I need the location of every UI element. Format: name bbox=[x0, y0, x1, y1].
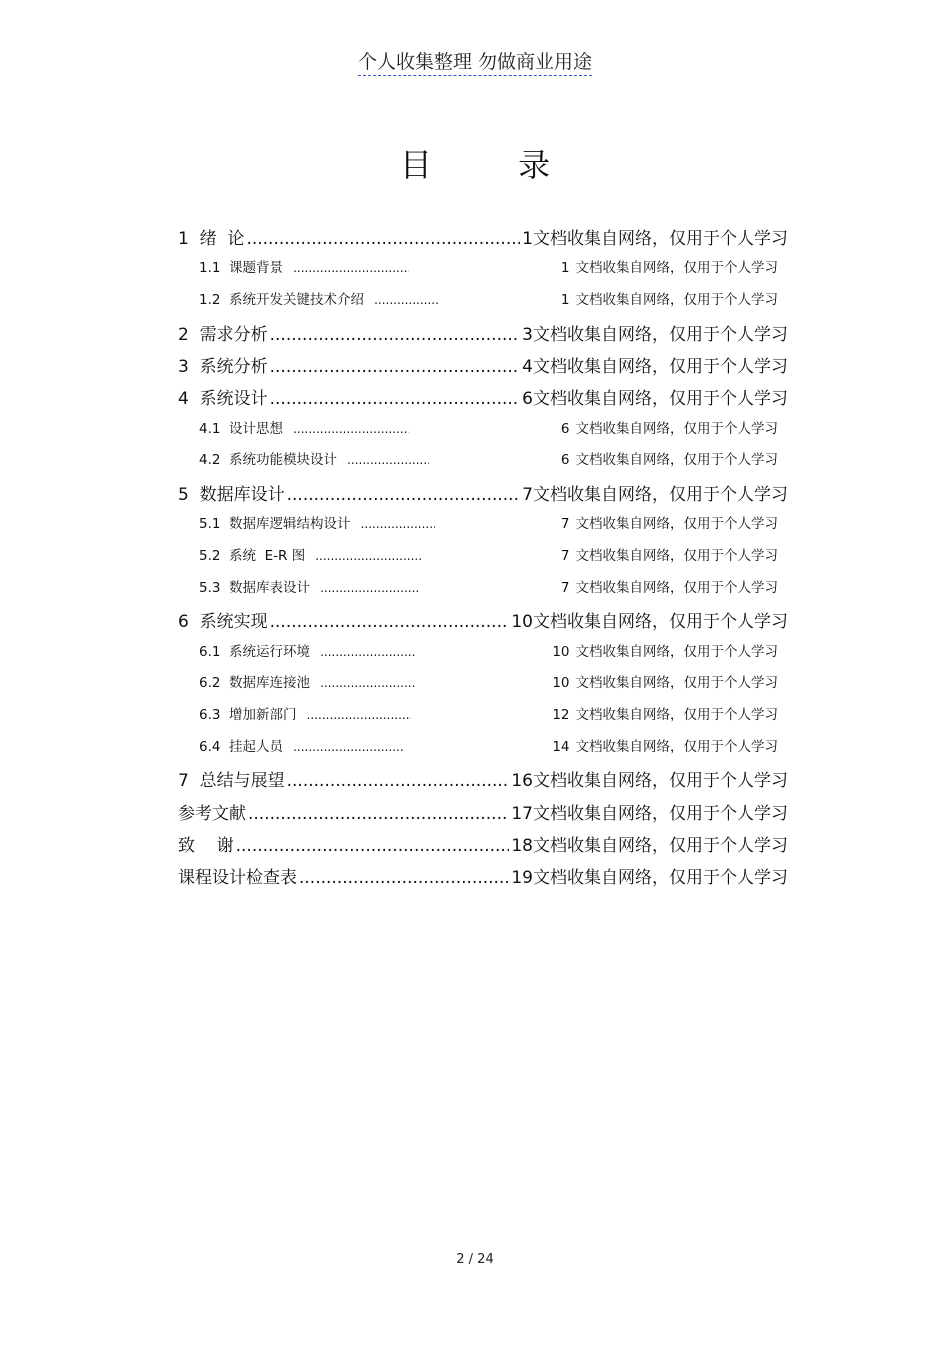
toc-entry-label: 2 需求分析 bbox=[178, 324, 268, 345]
toc-subentry-right bbox=[552, 640, 778, 660]
toc-dot-leader bbox=[307, 708, 411, 722]
toc-entry[interactable] bbox=[178, 607, 788, 639]
toc-subentry[interactable] bbox=[178, 703, 788, 735]
toc-entry-note: 文档收集自网络，仅用于个人学习 bbox=[533, 612, 788, 633]
toc-dot-leader bbox=[287, 485, 521, 505]
toc-entry-note: 文档收集自网络，仅用于个人学习 bbox=[575, 675, 778, 692]
toc-entry-note: 文档收集自网络，仅用于个人学习 bbox=[575, 291, 778, 308]
toc-dot-leader bbox=[320, 645, 416, 659]
toc-subentry-right bbox=[561, 288, 778, 308]
toc-page-number: 7 bbox=[522, 484, 533, 505]
toc-entry-note: 文档收集自网络，仅用于个人学习 bbox=[575, 738, 778, 755]
toc-page-number: 19 bbox=[511, 868, 533, 889]
toc-dot-leader bbox=[248, 804, 509, 824]
toc-dot-leader bbox=[347, 453, 429, 467]
toc-subentry-right bbox=[561, 576, 778, 596]
toc-entry-label: 1.1 课题背景 bbox=[199, 260, 284, 277]
toc-entry[interactable] bbox=[178, 320, 788, 352]
toc-page-number: 1 bbox=[560, 291, 570, 308]
toc-subentry-right bbox=[561, 417, 778, 437]
toc-entry-note: 文档收集自网络，仅用于个人学习 bbox=[533, 868, 788, 889]
toc-page-number: 3 bbox=[522, 324, 533, 345]
toc-subentry-right bbox=[561, 512, 778, 532]
toc-entry-label: 6 系统实现 bbox=[178, 612, 268, 633]
toc-entry-note: 文档收集自网络，仅用于个人学习 bbox=[533, 803, 788, 824]
toc-entry[interactable] bbox=[178, 352, 788, 384]
toc-page-number: 7 bbox=[560, 547, 570, 564]
toc-entry-label: 6.3 增加新部门 bbox=[199, 706, 297, 723]
toc-entry-note: 文档收集自网络，仅用于个人学习 bbox=[533, 229, 788, 249]
toc-dot-leader bbox=[320, 581, 420, 595]
toc-page-number: 10 bbox=[552, 675, 570, 692]
toc-entry[interactable] bbox=[178, 863, 788, 895]
page-number: 2 / 24 bbox=[456, 1252, 494, 1267]
toc-entry-note: 文档收集自网络，仅用于个人学习 bbox=[533, 324, 788, 345]
toc-subentry-right bbox=[552, 703, 778, 723]
toc-entry-note: 文档收集自网络，仅用于个人学习 bbox=[575, 420, 778, 437]
toc-entry-note: 文档收集自网络，仅用于个人学习 bbox=[575, 706, 778, 723]
toc-entry-note: 文档收集自网络，仅用于个人学习 bbox=[575, 516, 778, 533]
toc-entry-label: 5.3 数据库表设计 bbox=[199, 579, 311, 596]
toc-entry-note: 文档收集自网络，仅用于个人学习 bbox=[575, 260, 778, 277]
toc-entry-note: 文档收集自网络，仅用于个人学习 bbox=[533, 835, 788, 856]
toc-page-number: 7 bbox=[560, 579, 570, 596]
toc-subentry[interactable] bbox=[178, 417, 788, 449]
toc-title: 目 录 bbox=[399, 146, 589, 184]
toc-dot-leader bbox=[315, 549, 423, 563]
toc-entry-label: 5.1 数据库逻辑结构设计 bbox=[199, 516, 351, 533]
toc-dot-leader bbox=[293, 261, 409, 275]
toc-subentry[interactable] bbox=[178, 512, 788, 544]
toc-entry-note: 文档收集自网络，仅用于个人学习 bbox=[533, 771, 788, 792]
toc-dot-leader bbox=[299, 868, 509, 888]
toc-subentry[interactable] bbox=[178, 671, 788, 703]
toc-subentry-right bbox=[561, 448, 778, 468]
toc-page-number: 6 bbox=[522, 389, 533, 410]
toc-dot-leader bbox=[293, 422, 409, 436]
toc-entry[interactable] bbox=[178, 480, 788, 512]
toc-entry-note: 文档收集自网络，仅用于个人学习 bbox=[533, 484, 788, 505]
toc-page-number: 18 bbox=[511, 835, 533, 856]
toc-entry[interactable] bbox=[178, 831, 788, 863]
toc-entry-note: 文档收集自网络，仅用于个人学习 bbox=[533, 389, 788, 410]
toc-entry-label: 6.4 挂起人员 bbox=[199, 738, 284, 755]
toc-entry[interactable] bbox=[178, 384, 788, 416]
toc-page-number: 17 bbox=[511, 803, 533, 824]
toc-entry-label: 1.2 系统开发关键技术介绍 bbox=[199, 291, 365, 308]
toc-page-number: 16 bbox=[511, 771, 533, 792]
toc-subentry[interactable] bbox=[178, 256, 788, 288]
toc-entry-label: 7 总结与展望 bbox=[178, 771, 285, 792]
toc-entry[interactable] bbox=[178, 799, 788, 831]
toc-page-number: 14 bbox=[552, 738, 570, 755]
toc-entry-label: 5.2 系统 E-R 图 bbox=[199, 547, 306, 564]
toc-dot-leader bbox=[270, 325, 521, 345]
toc-entry-note: 文档收集自网络，仅用于个人学习 bbox=[533, 356, 788, 377]
toc-entry-note: 文档收集自网络，仅用于个人学习 bbox=[575, 547, 778, 564]
toc-entry-label: 6.2 数据库连接池 bbox=[199, 675, 311, 692]
toc-dot-leader bbox=[361, 517, 435, 531]
toc-dot-leader bbox=[270, 389, 521, 409]
toc-page-number: 10 bbox=[552, 643, 570, 660]
toc-page-number: 1 bbox=[522, 229, 533, 249]
toc-dot-leader bbox=[320, 676, 416, 690]
toc-subentry[interactable] bbox=[178, 576, 788, 608]
toc-entry-label: 4.1 设计思想 bbox=[199, 420, 284, 437]
toc-page-number: 10 bbox=[511, 612, 533, 633]
toc-entry-note: 文档收集自网络，仅用于个人学习 bbox=[575, 643, 778, 660]
toc-page-number: 4 bbox=[522, 356, 533, 377]
toc-subentry[interactable] bbox=[178, 448, 788, 480]
table-of-contents bbox=[178, 224, 788, 896]
toc-subentry[interactable] bbox=[178, 288, 788, 320]
toc-entry-note: 文档收集自网络，仅用于个人学习 bbox=[575, 579, 778, 596]
toc-entry-label: 课程设计检查表 bbox=[178, 868, 297, 889]
toc-dot-leader bbox=[374, 293, 440, 307]
toc-subentry-right bbox=[561, 256, 778, 276]
toc-entry-label: 致 谢 bbox=[178, 835, 234, 856]
toc-page-number: 1 bbox=[560, 260, 570, 277]
toc-entry-label: 参考文献 bbox=[178, 803, 246, 824]
toc-subentry-right bbox=[552, 735, 778, 755]
toc-entry-label: 4 系统设计 bbox=[178, 389, 268, 410]
toc-entry-label: 3 系统分析 bbox=[178, 356, 268, 377]
toc-entry-label: 4.2 系统功能模块设计 bbox=[199, 452, 338, 469]
toc-dot-leader bbox=[287, 771, 510, 791]
toc-subentry[interactable] bbox=[178, 544, 788, 576]
toc-dot-leader bbox=[270, 612, 510, 632]
toc-dot-leader bbox=[246, 229, 520, 249]
toc-entry-note: 文档收集自网络，仅用于个人学习 bbox=[575, 452, 778, 469]
toc-entry[interactable] bbox=[178, 766, 788, 798]
toc-subentry[interactable] bbox=[178, 735, 788, 767]
toc-page-number: 12 bbox=[552, 706, 570, 723]
toc-page-number: 7 bbox=[560, 516, 570, 533]
toc-subentry-right bbox=[561, 544, 778, 564]
toc-dot-leader bbox=[293, 740, 405, 754]
toc-entry-label: 1 绪 论 bbox=[178, 229, 245, 249]
page-header bbox=[0, 47, 950, 74]
toc-subentry-right bbox=[552, 671, 778, 691]
header-text: 个人收集整理 勿做商业用途 bbox=[358, 51, 592, 76]
toc-dot-leader bbox=[270, 357, 521, 377]
toc-subentry[interactable] bbox=[178, 640, 788, 672]
toc-entry[interactable] bbox=[178, 224, 788, 256]
toc-entry-label: 6.1 系统运行环境 bbox=[199, 643, 311, 660]
toc-page-number: 6 bbox=[560, 420, 570, 437]
toc-entry-label: 5 数据库设计 bbox=[178, 484, 285, 505]
toc-page-number: 6 bbox=[560, 452, 570, 469]
toc-dot-leader bbox=[236, 836, 510, 856]
